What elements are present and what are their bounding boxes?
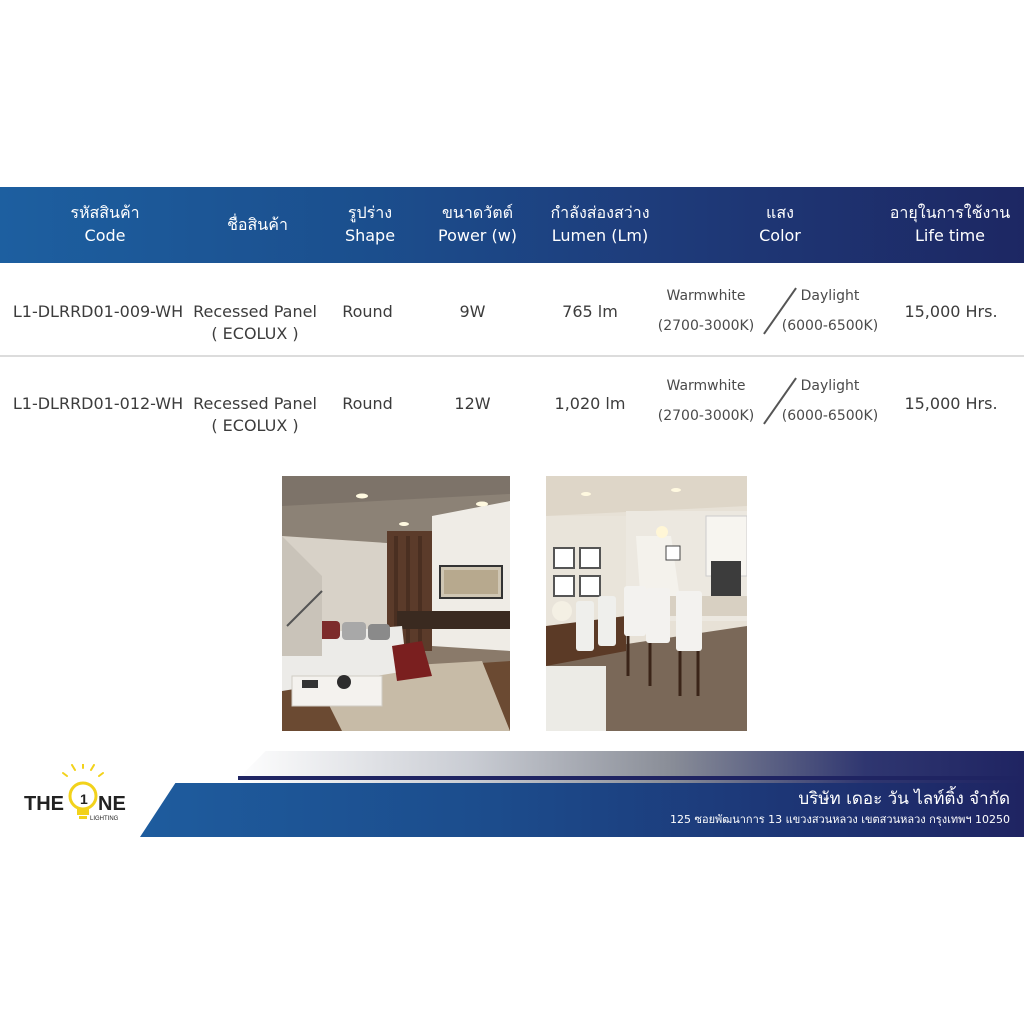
svg-text:NE: NE (98, 793, 126, 815)
color-warm (648, 285, 764, 337)
color-day (774, 285, 886, 337)
header-lifetime (880, 201, 1020, 247)
header-color-th: แสง (766, 203, 794, 222)
color-warm-kelvin: (2700-3000K) (657, 318, 755, 334)
lightbulb-logo-icon (22, 764, 142, 830)
color-warm-label: Warmwhite (666, 288, 746, 304)
header-lumen-th: กำลังส่องสว่าง (550, 203, 650, 222)
color-warm-label: Warmwhite (666, 378, 746, 394)
header-code-en: Code (84, 226, 126, 245)
table-row (0, 263, 1024, 357)
color-day (774, 375, 886, 427)
header-name (190, 213, 325, 236)
header-name-th: ชื่อสินค้า (227, 215, 288, 234)
header-lifetime-th: อายุในการใช้งาน (889, 203, 1011, 222)
product-code: L1-DLRRD01-012-WH (12, 394, 184, 413)
product-shape: Round (342, 302, 393, 321)
product-lumen: 1,020 lm (554, 394, 626, 413)
header-lumen (535, 201, 665, 247)
product-name-line1: Recessed Panel (193, 394, 317, 413)
header-power-en: Power (w) (437, 226, 518, 245)
living-room-photo (282, 476, 510, 731)
company-address: 125 ซอยพัฒนาการ 13 แขวงสวนหลวง เขตสวนหลวง กรุงเทพฯ 10250 (670, 813, 1010, 826)
color-day-kelvin: (6000-6500K) (781, 408, 879, 424)
header-code (40, 201, 170, 247)
product-code: L1-DLRRD01-009-WH (12, 302, 184, 321)
color-day-kelvin: (6000-6500K) (781, 318, 879, 334)
color-warm (648, 375, 764, 427)
product-lifetime: 15,000 Hrs. (904, 394, 998, 413)
company-logo (22, 764, 142, 830)
header-shape-th: รูปร่าง (347, 203, 393, 222)
header-code-th: รหัสสินค้า (70, 203, 140, 222)
company-name: บริษัท เดอะ วัน ไลท์ติ้ง จำกัด (798, 789, 1010, 809)
product-name (190, 393, 320, 437)
header-color (735, 201, 825, 247)
color-warm-kelvin: (2700-3000K) (657, 408, 755, 424)
header-shape-en: Shape (344, 226, 396, 245)
header-power-th: ขนาดวัตต์ (441, 203, 513, 222)
product-lifetime: 15,000 Hrs. (904, 302, 998, 321)
product-lumen: 765 lm (562, 302, 618, 321)
dining-room-photo (546, 476, 747, 731)
product-shape: Round (342, 394, 393, 413)
product-name-line1: Recessed Panel (193, 302, 317, 321)
header-lumen-en: Lumen (Lm) (551, 226, 649, 245)
product-name-line2: ( ECOLUX ) (211, 324, 299, 343)
svg-text:1: 1 (80, 791, 88, 807)
product-power: 12W (454, 394, 491, 413)
svg-text:THE: THE (24, 793, 64, 815)
header-color-en: Color (759, 226, 801, 245)
color-day-label: Daylight (800, 288, 860, 304)
table-row (0, 357, 1024, 449)
footer-accent-line (238, 776, 1024, 780)
svg-text:LIGHTING: LIGHTING (90, 816, 119, 822)
header-power (425, 201, 530, 247)
color-day-label: Daylight (800, 378, 860, 394)
header-lifetime-en: Life time (914, 226, 986, 245)
product-power: 9W (459, 302, 486, 321)
product-name-line2: ( ECOLUX ) (211, 416, 299, 435)
header-shape (330, 201, 410, 247)
table-header (0, 187, 1024, 263)
product-name (190, 301, 320, 345)
